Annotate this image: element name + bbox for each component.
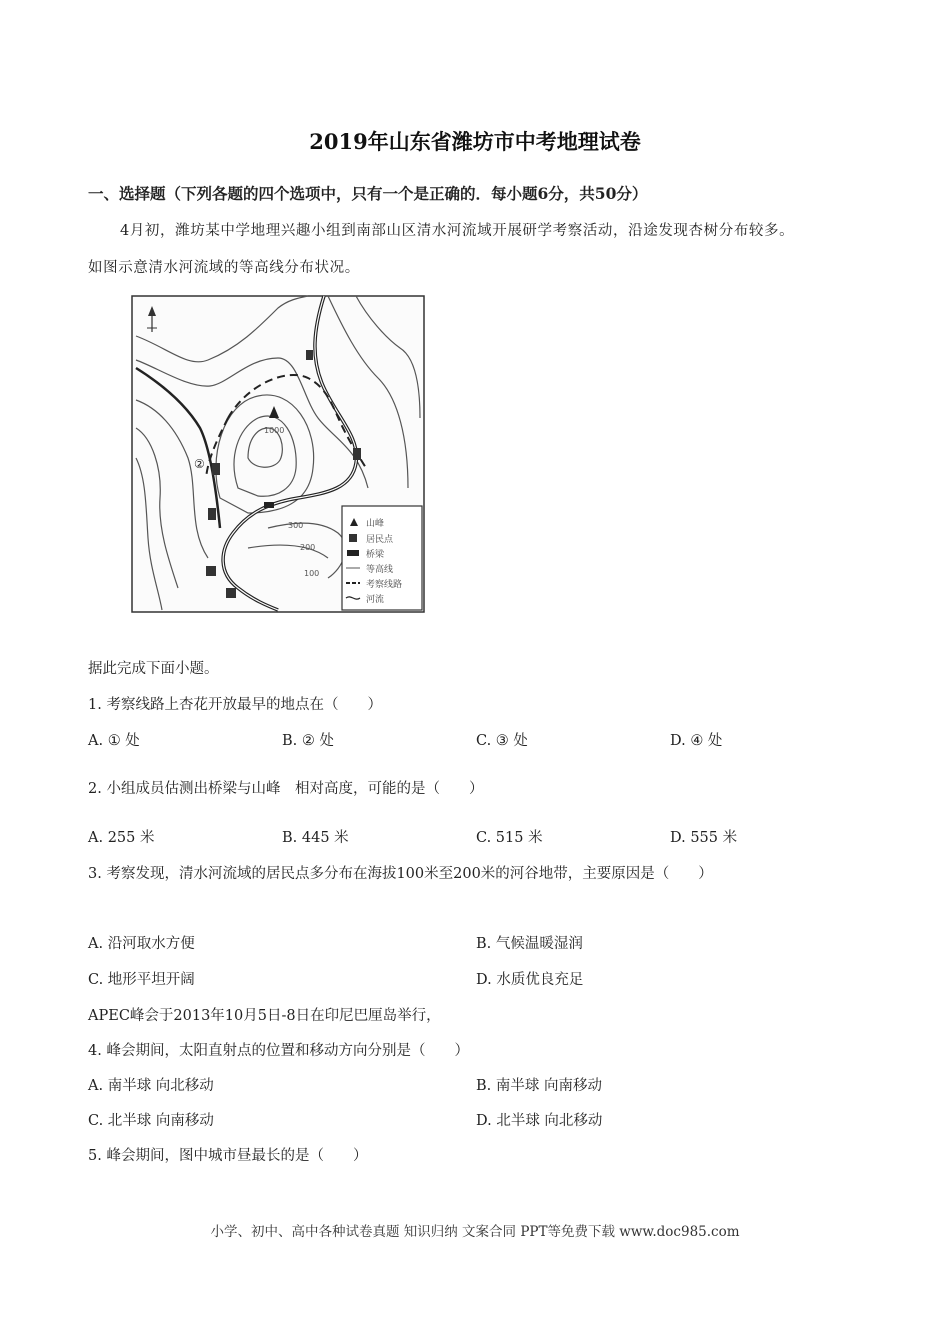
question-5-stem: 5. 峰会期间，图中城市昼最长的是（ ） (88, 1148, 368, 1164)
contour-map-svg (128, 288, 430, 618)
question-4-option-b: B. 南半球 向南移动 (476, 1078, 602, 1094)
question-2-option-a: A. 255 米 (88, 830, 155, 846)
contour-label: 200 (300, 543, 316, 552)
point-label-2: ② (194, 457, 205, 471)
prompt-text: 据此完成下面小题。 (88, 661, 219, 677)
bridge-icon (264, 502, 274, 508)
question-4-option-c: C. 北半球 向南移动 (88, 1113, 214, 1129)
section-heading: 一、选择题（下列各题的四个选项中，只有一个是正确的．每小题6分，共50分） (88, 184, 648, 203)
map-legend (342, 506, 422, 610)
question-1-option-b: B. ② 处 (282, 733, 334, 749)
intro-line-1: 4月初，潍坊某中学地理兴趣小组到南部山区清水河流域开展研学考察活动，沿途发现杏树分布较多。 (120, 223, 795, 239)
page-title: 2019年山东省潍坊市中考地理试卷 (309, 129, 641, 154)
legend-label: 等高线 (366, 565, 394, 575)
question-3-option-c: C. 地形平坦开阔 (88, 972, 195, 988)
legend-label: 山峰 (366, 519, 385, 529)
intro-line-2: 如图示意清水河流域的等高线分布状况。 (88, 260, 360, 276)
question-2-stem: 2. 小组成员估测出桥梁与山峰 相对高度，可能的是（ ） (88, 781, 484, 797)
legend-label: 河流 (366, 595, 385, 605)
question-3-option-b: B. 气候温暖湿润 (476, 936, 583, 952)
question-1-option-a: A. ① 处 (88, 733, 140, 749)
legend-label: 考察线路 (366, 580, 403, 590)
legend-label: 桥梁 (366, 550, 385, 560)
question-2-option-d: D. 555 米 (670, 830, 738, 846)
question-1-option-d: D. ④ 处 (670, 733, 723, 749)
question-2-option-b: B. 445 米 (282, 830, 349, 846)
contour-map-figure (128, 288, 430, 618)
contour-label: 100 (304, 569, 320, 578)
question-4-stem: 4. 峰会期间，太阳直射点的位置和移动方向分别是（ ） (88, 1043, 469, 1059)
contour-label: 300 (288, 521, 304, 530)
question-3-option-a: A. 沿河取水方便 (88, 936, 195, 952)
question-1-option-c: C. ③ 处 (476, 733, 528, 749)
apec-intro: APEC峰会于2013年10月5日-8日在印尼巴厘岛举行， (88, 1008, 441, 1024)
peak-elevation-label: 1000 (264, 426, 285, 435)
question-3-option-d: D. 水质优良充足 (476, 972, 584, 988)
question-1-stem: 1. 考察线路上杏花开放最早的地点在（ ） (88, 697, 382, 713)
question-3-stem: 3. 考察发现，清水河流域的居民点多分布在海拔100米至200米的河谷地带，主要原因是（ ） (88, 866, 713, 882)
question-4-option-a: A. 南半球 向北移动 (88, 1078, 214, 1094)
page-footer: 小学、初中、高中各种试卷真题 知识归纳 文案合同 PPT等免费下载 www.doc985.com (210, 1224, 740, 1240)
legend-label: 居民点 (366, 535, 394, 545)
question-4-option-d: D. 北半球 向北移动 (476, 1113, 603, 1129)
question-2-option-c: C. 515 米 (476, 830, 543, 846)
